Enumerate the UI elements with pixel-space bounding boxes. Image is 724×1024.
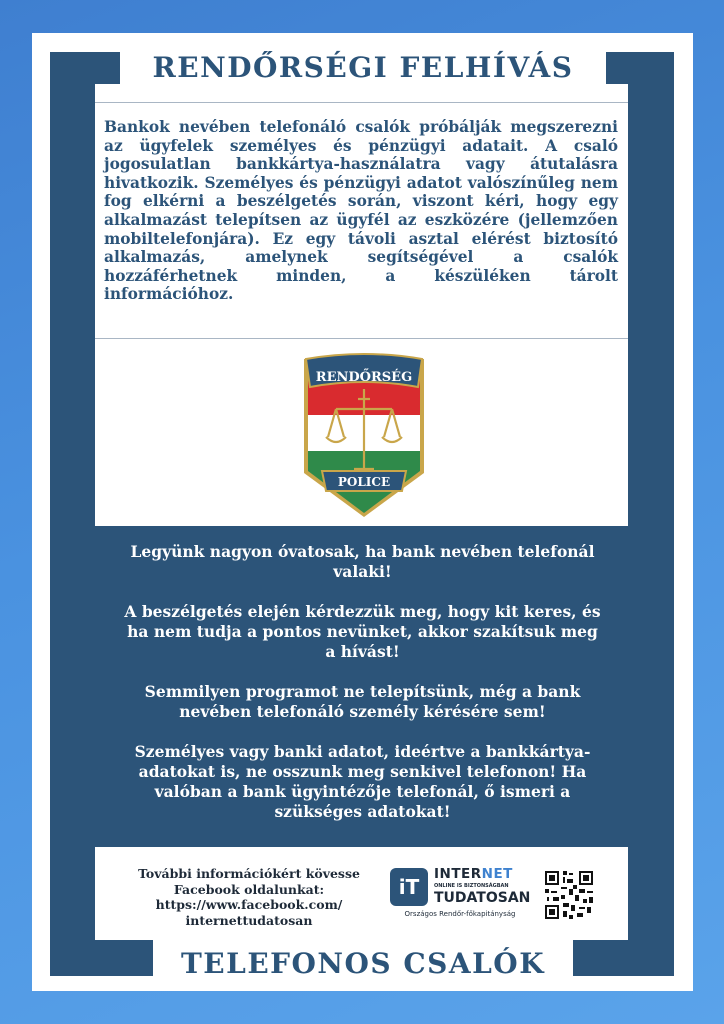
poster-title: RENDŐRSÉGI FELHÍVÁS bbox=[120, 44, 606, 90]
logo-word-internet bbox=[434, 866, 513, 882]
warning-4: Személyes vagy banki adatot, ideértve a bankkártya-adatokat is, ne osszunk meg senkivel telefonon! Ha valóban a bank ügyintézője telefonál, ő ismeri a szükséges adatokat! bbox=[134, 742, 591, 821]
logo-word-net: NET bbox=[481, 866, 513, 882]
warning-2: A beszélgetés elején kérdezzük meg, hogy kit keres, és ha nem tudja a pontos nevünket, akkor szakítsuk meg a hívást! bbox=[124, 602, 601, 661]
facebook-info bbox=[118, 866, 380, 928]
info-line-2: Facebook oldalunkat: bbox=[173, 881, 325, 897]
facebook-link[interactable]: https://www.facebook.com/ bbox=[155, 897, 343, 912]
facebook-handle[interactable]: internettudatosan bbox=[185, 912, 313, 928]
internet-tudatosan-logo bbox=[390, 866, 530, 926]
top-divider bbox=[95, 102, 628, 103]
warning-3: Semmilyen programot ne telepítsünk, még a bank nevében telefonáló személy kérésére sem! bbox=[144, 682, 581, 721]
logo-subtitle: Országos Rendőr-főkapitányság bbox=[404, 910, 516, 918]
logo-word-tudatosan: TUDATOSAN bbox=[434, 890, 531, 906]
info-line-1: További információkért kövesse bbox=[138, 866, 360, 881]
intro-paragraph: Bankok nevében telefonáló csalók próbálják megszerezni az ügyfelek személyes és pénzügyi adatait. A csaló jogosulatlan bankkártya-használatra vagy átutalásra hivatkozik. Személyes és pénzügyi adatot valószínűleg nem fog elkérni a beszélgetés során, viszont kéri, hogy egy alkalmazást telepítsen az ügyfél az eszközére (jellemzően mobiltelefonjára). Ez egy távoli asztal elérést biztosító alkalmazás, amelynek segítségével a csalók hozzáférhetnek minden, a készüléken tárolt információhoz. bbox=[104, 118, 618, 304]
warning-1: Legyünk nagyon óvatosak, ha bank nevében telefonál valaki! bbox=[130, 542, 595, 581]
bottom-title: TELEFONOS CSALÓK bbox=[153, 940, 573, 986]
logo-tagline: ONLINE IS BIZTONSÁGBAN bbox=[434, 883, 509, 889]
badge-bottom-text: POLICE bbox=[337, 475, 391, 489]
middle-divider bbox=[95, 338, 628, 339]
police-badge-logo bbox=[300, 353, 428, 519]
it-logo-icon: iT bbox=[390, 868, 428, 906]
badge-top-text: RENDŐRSÉG bbox=[315, 370, 413, 385]
qr-code-icon[interactable] bbox=[543, 869, 595, 921]
warning-box bbox=[94, 526, 631, 847]
logo-word-inter: INTER bbox=[434, 866, 482, 882]
